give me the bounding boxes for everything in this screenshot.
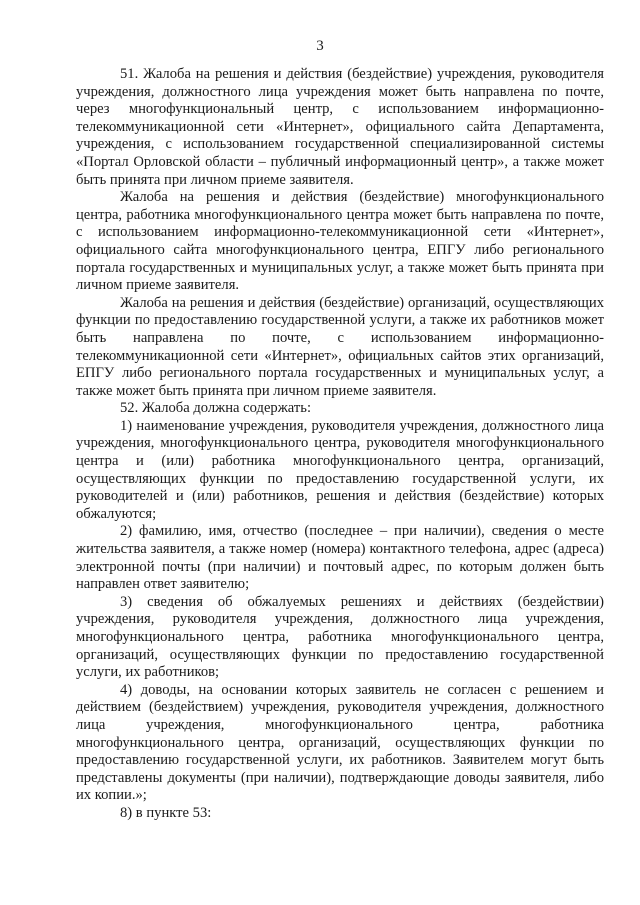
paragraph-51-complaint-institution: 51. Жалоба на решения и действия (бездействие) учреждения, руководителя учреждения, должностного лица учреждения может быть направлена по почте, через многофункциональный центр, с использованием информационно-телекоммуникационной сети «Интернет», официального сайта Департамента, учреждения, с использованием государственной специализированной системы «Портал Орловской области – публичный информационный центр», а также может быть принята при личном приеме заявителя. [76,66,604,188]
list-item-1: 1) наименование учреждения, руководителя учреждения, должностного лица учреждения, многофункционального центра, руководителя многофункционального центра и (или) работника многофункционального центра, организаций, осуществляющих функции по предоставлению государственной услуги, их руководителей и (или) работников, решения и действия (бездействие) которых обжалуются; [76,417,604,522]
paragraph-complaint-organizations: Жалоба на решения и действия (бездействие) организаций, осуществляющих функции по предоставлению государственной услуги, а также их работников может быть направлена по почте, с использованием информационно-телекоммуникационной сети «Интернет», официальных сайтов этих организаций, ЕПГУ либо регионального портала государственных и муниципальных услуг, а также может быть принята при личном приеме заявителя. [76,294,604,399]
list-item-4: 4) доводы, на основании которых заявитель не согласен с решением и действием (бездействием) учреждения, руководителя учреждения, должностного лица учреждения, многофункционального центра, работника многофункционального центра, организаций, осуществляющих функции по предоставлению государственной услуги, их работников. Заявителем могут быть представлены документы (при наличии), подтверждающие доводы заявителя, либо их копии.»; [76,681,604,804]
list-item-2: 2) фамилию, имя, отчество (последнее – при наличии), сведения о месте жительства заявителя, а также номер (номера) контактного телефона, адрес (адреса) электронной почты (при наличии) и почтовый адрес, по которым должен быть направлен ответ заявителю; [76,523,604,593]
document-body [76,66,604,823]
paragraph-complaint-mfc: Жалоба на решения и действия (бездействие) многофункционального центра, работника многофункционального центра может быть направлена по почте, с использованием информационно-телекоммуникационной сети «Интернет», официального сайта многофункционального центра, ЕПГУ либо регионального портала государственных и муниципальных услуг, а также может быть принята при личном приеме заявителя. [76,189,604,294]
list-item-3: 3) сведения об обжалуемых решениях и действиях (бездействии) учреждения, руководителя учреждения, должностного лица учреждения, многофункционального центра, работника многофункционального центра, организаций, осуществляющих функции по предоставлению государственной услуги, их работников; [76,593,604,681]
paragraph-52-heading: 52. Жалоба должна содержать: [120,400,311,417]
paragraph-8-point-53: 8) в пункте 53: [120,804,212,821]
page-number: 3 [316,38,324,54]
